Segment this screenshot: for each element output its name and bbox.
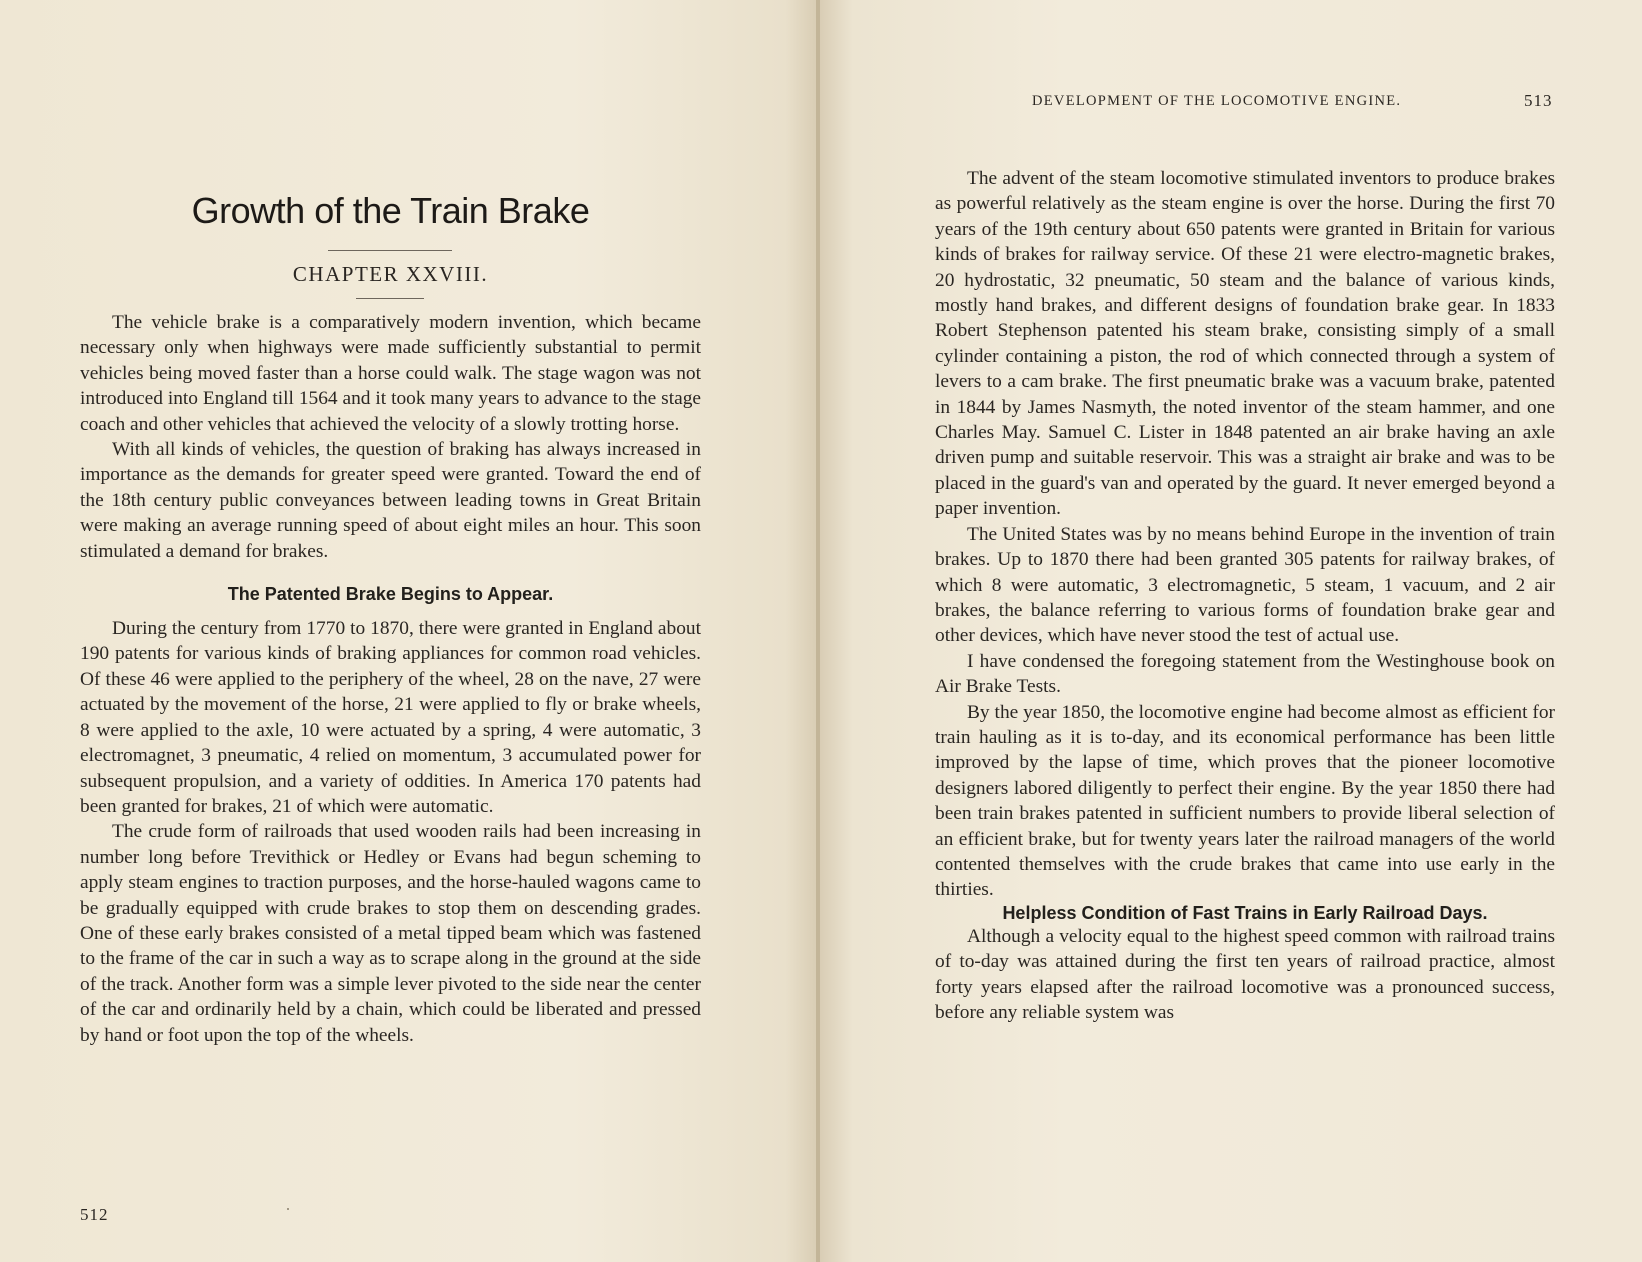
title-rule-top <box>328 250 452 251</box>
paragraph: The vehicle brake is a comparatively modern invention, which became necessary only when highways were made sufficiently substantial to permit vehicles being moved faster than a horse could walk. The stage wagon was not introduced into England till 1564 and it took many years to advance to the stage coach and other vehicles that achieved the velocity of a slowly trotting horse. <box>80 312 701 435</box>
paragraph: The crude form of railroads that used wooden rails had been increasing in number long before Trevithick or Hedley or Evans had begun scheming to apply steam engines to traction purposes, and the horse-hauled wagons came to be gradually equipped with crude brakes to stop them on descending grades. One of these early brakes consisted of a metal tipped beam which was fastened to the frame of the car in such a way as to scrape along in the ground at the side of the track. Another form was a simple lever pivoted to the side near the center of the car and ordinarily held by a chain, which could be liberated and pressed by hand or foot upon the top of the wheels. <box>80 821 701 1046</box>
paragraph: I have condensed the foregoing statement from the Westinghouse book on Air Brake Tests. <box>935 650 1555 698</box>
paper-speck <box>287 1208 289 1210</box>
left-page <box>0 0 818 1262</box>
paragraph: During the century from 1770 to 1870, there were granted in England about 190 patents for various kinds of braking appliances for common road vehicles. Of these 46 were applied to the periphery of the wheel, 28 on the nave, 27 were actuated by the movement of the horse, 21 were applied to fly or brake wheels, 8 were applied to the axle, 10 were actuated by a spring, 4 were automatic, 3 electromagnet, 3 pneumatic, 4 relied on momentum, 3 accumulated power for subsequent propulsion, and a variety of oddities. In America 170 patents had been granted for brakes, 21 of which were automatic. <box>80 618 701 817</box>
page-number: 513 <box>1524 91 1553 110</box>
page-number: 512 <box>80 1205 109 1224</box>
chapter-title: Growth of the Train Brake <box>191 190 590 231</box>
section-heading: The Patented Brake Begins to Appear. <box>227 584 554 605</box>
paragraph: The advent of the steam locomotive stimulated inventors to produce brakes as powerful relatively as the steam engine is over the horse. During the first 70 years of the 19th century about 650 patents were granted in Britain for various kinds of brakes for railway service. Of these 21 were electro-magnetic brakes, 20 hydrostatic, 32 pneumatic, 50 steam and the balance of various kinds, mostly hand brakes, and different designs of foundation brake gear. In 1833 Robert Stephenson patented his steam brake, consisting simply of a small cylinder containing a piston, the rod of which connected through a system of levers to a cam brake. The first pneumatic brake was a vacuum brake, patented in 1844 by James Nasmyth, the noted inventor of the steam hammer, and one Charles May. Samuel C. Lister in 1848 patented an air brake having an axle driven pump and suitable reservoir. This was a straight air brake and was to be placed in the guard's van and operated by the guard. It never emerged beyond a paper invention. <box>935 168 1555 520</box>
chapter-number: CHAPTER XXVIII. <box>292 262 489 286</box>
running-head: DEVELOPMENT OF THE LOCOMOTIVE ENGINE. <box>1032 93 1402 109</box>
title-rule-bottom <box>356 298 424 299</box>
paragraph: Although a velocity equal to the highest speed common with railroad trains of to-day was attained during the first ten years of railroad practice, almost forty years elapsed after the railroad locomotive was a pronounced success, before any reliable system was <box>935 925 1555 1023</box>
paragraph: The United States was by no means behind Europe in the invention of train brakes. Up to 1870 there had been granted 305 patents for railway brakes, of which 8 were automatic, 3 electromagnetic, 5 steam, 1 vacuum, and 2 air brakes, the balance referring to various forms of foundation brake gear and other devices, which have never stood the test of actual use. <box>935 523 1555 647</box>
paragraph: By the year 1850, the locomotive engine had become almost as efficient for train hauling as it is to-day, and its economical performance has been little improved by the lapse of time, which proves that the pioneer locomotive designers labored diligently to perfect their engine. By the year 1850 there had been train brakes patented in sufficient numbers to provide liberal selection of an efficient brake, but for twenty years later the railroad managers of the world contented themselves with the crude brakes that came into use early in the thirties. <box>935 701 1555 901</box>
right-page-body <box>935 166 1555 1025</box>
section-heading: Helpless Condition of Fast Trains in Early Railroad Days. <box>1002 902 1488 923</box>
paragraph: With all kinds of vehicles, the question of braking has always increased in importance as the demands for greater speed were granted. Toward the end of the 18th century public conveyances between leading towns in Great Britain were making an average running speed of about eight miles an hour. This soon stimulated a demand for brakes. <box>80 439 701 562</box>
left-page-body <box>80 310 701 1048</box>
